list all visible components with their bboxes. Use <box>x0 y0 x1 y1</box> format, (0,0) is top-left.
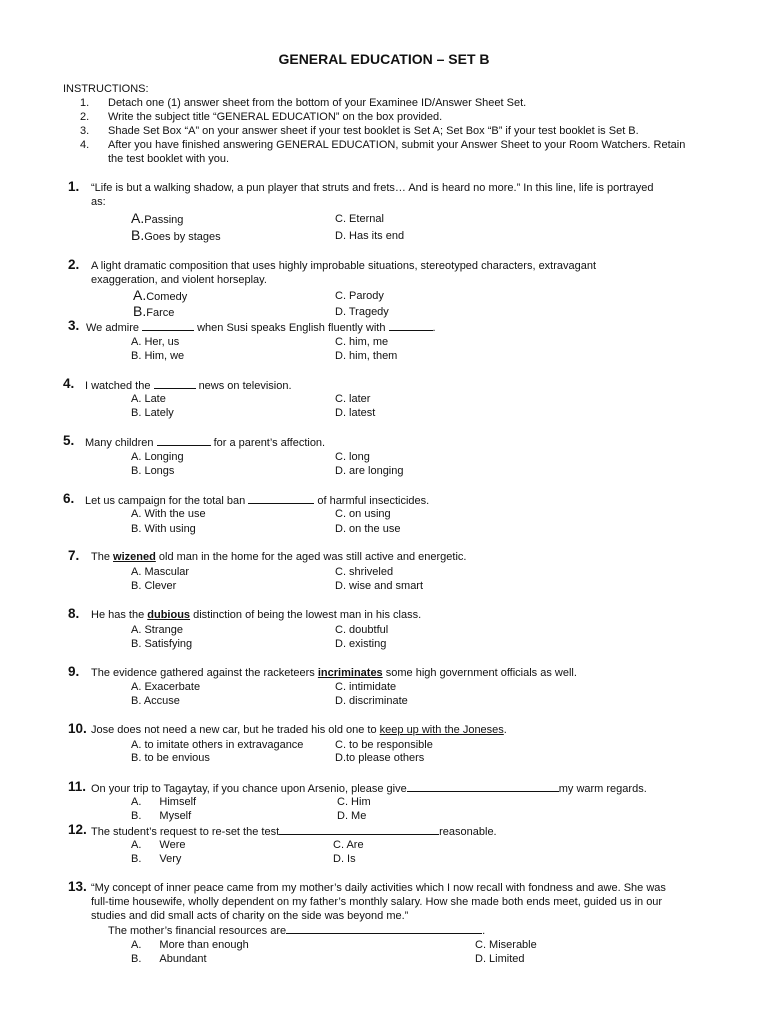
option-c: C. him, me <box>335 336 389 348</box>
option-d: D. existing <box>335 638 387 650</box>
option-a: A. Exacerbate <box>131 681 201 693</box>
question-stem: A light dramatic composition that uses highly improbable situations, stereotyped characters, extravagant <box>91 260 597 272</box>
option-a: A. Mascular <box>131 566 190 578</box>
question-stem: We admire when Susi speaks English fluently with . <box>86 322 436 334</box>
question-stem: Many children for a parent’s affection. <box>85 437 326 449</box>
option-c: C. to be responsible <box>335 739 433 751</box>
option-c: C. intimidate <box>335 681 397 693</box>
option-b: B. Very <box>131 853 182 865</box>
key-phrase: keep up with the Joneses <box>379 724 504 736</box>
instruction-item: 1. Detach one (1) answer sheet from the bottom of your Examinee ID/Answer Sheet Set. <box>80 97 527 109</box>
option-d: D. him, them <box>335 350 398 362</box>
option-a: A. Longing <box>131 451 184 463</box>
question-stem: I watched the news on television. <box>85 380 292 392</box>
question-stem-continued: exaggeration, and violent horseplay. <box>91 274 267 286</box>
question-number: 1. <box>68 179 80 194</box>
instruction-item: 2. Write the subject title “GENERAL EDUCATION” on the box provided. <box>80 111 443 123</box>
question-stem: The evidence gathered against the racketeers incriminates some high government officials as well. <box>91 667 577 679</box>
question-stem: Let us campaign for the total ban of harmful insecticides. <box>85 495 430 507</box>
instruction-item-continued: the test booklet with you. <box>108 153 230 165</box>
option-a: A. With the use <box>131 508 206 520</box>
option-a: A. Strange <box>131 624 183 636</box>
question-stem-continued: studies and did small acts of charity on the side was beyond me.” <box>91 910 409 922</box>
option-b: B.Goes by stages <box>131 227 221 243</box>
option-b: B. Myself <box>131 810 192 822</box>
option-c: C. shriveled <box>335 566 394 578</box>
question-number: 6. <box>63 491 75 506</box>
option-a: A. Late <box>131 393 166 405</box>
option-d: D.to please others <box>335 752 425 764</box>
option-b: B. Longs <box>131 465 175 477</box>
option-a: A. Her, us <box>131 336 180 348</box>
question-number: 11. <box>68 779 87 794</box>
question-number: 3. <box>68 318 80 333</box>
question-number: 12. <box>68 822 87 837</box>
option-d: D. Is <box>333 853 356 865</box>
option-a: A. Were <box>131 839 186 851</box>
option-d: D. Has its end <box>335 230 405 242</box>
page-title: GENERAL EDUCATION – SET B <box>278 51 490 67</box>
option-c: C. doubtful <box>335 624 389 636</box>
question-stem-continued: full-time housewife, wholly dependent on my father’s monthly salary. How she made both ends meet, guided us in our <box>91 896 663 908</box>
option-a: A. Himself <box>131 796 197 808</box>
question-stem: Jose does not need a new car, but he traded his old one to keep up with the Joneses. <box>91 724 507 736</box>
key-word: dubious <box>147 609 191 621</box>
question-number: 10. <box>68 721 87 736</box>
option-c: C. Parody <box>335 290 384 302</box>
option-b: B. Clever <box>131 580 177 592</box>
option-c: C. long <box>335 451 370 463</box>
option-b: B. Accuse <box>131 695 180 707</box>
option-b: B. to be envious <box>131 752 210 764</box>
question-number: 9. <box>68 664 80 679</box>
option-b: B. Abundant <box>131 953 207 965</box>
option-c: C. Are <box>333 839 364 851</box>
key-word: incriminates <box>317 667 383 679</box>
question-stem: The wizened old man in the home for the aged was still active and energetic. <box>91 551 467 563</box>
option-c: C. on using <box>335 508 391 520</box>
question-stem-continued: as: <box>91 196 106 208</box>
option-b: B. With using <box>131 523 196 535</box>
question-stem: “Life is but a walking shadow, a pun player that struts and frets… And is heard no more.” In this line, life is portrayed <box>91 182 654 194</box>
option-c: C. Him <box>337 796 371 808</box>
option-b: B. Him, we <box>131 350 185 362</box>
option-d: D. Limited <box>475 953 525 965</box>
instructions-heading: INSTRUCTIONS: <box>63 83 149 95</box>
option-b: B. Lately <box>131 407 174 419</box>
option-d: D. latest <box>335 407 376 419</box>
key-word: wizened <box>113 551 156 563</box>
question-stem: The student’s request to re-set the test reasonable. <box>91 826 497 838</box>
option-d: D. are longing <box>335 465 404 477</box>
instruction-item: 4. After you have finished answering GENERAL EDUCATION, submit your Answer Sheet to your Room Watchers. Retain <box>80 139 686 151</box>
question-prompt: The mother’s financial resources are . <box>108 925 486 937</box>
question-number: 4. <box>63 376 75 391</box>
option-b: B.Farce <box>133 303 175 319</box>
option-d: D. Tragedy <box>335 306 389 318</box>
question-stem: On your trip to Tagaytay, if you chance upon Arsenio, please give my warm regards. <box>91 783 647 795</box>
option-c: C. Eternal <box>335 213 384 225</box>
question-number: 13. <box>68 879 87 894</box>
option-d: D. discriminate <box>335 695 408 707</box>
option-d: D. Me <box>337 810 367 822</box>
question-number: 2. <box>68 257 80 272</box>
option-a: A. to imitate others in extravagance <box>131 739 304 751</box>
option-d: D. wise and smart <box>335 580 424 592</box>
option-a: A.Passing <box>131 210 184 226</box>
question-number: 5. <box>63 433 75 448</box>
option-d: D. on the use <box>335 523 401 535</box>
option-c: C. later <box>335 393 371 405</box>
option-a: A. More than enough <box>131 939 249 951</box>
instruction-item: 3. Shade Set Box “A” on your answer sheet if your test booklet is Set A; Set Box “B” if your test booklet is Set B. <box>80 125 639 137</box>
question-number: 8. <box>68 606 80 621</box>
question-number: 7. <box>68 548 80 563</box>
question-stem: He has the dubious distinction of being the lowest man in his class. <box>91 609 422 621</box>
option-a: A.Comedy <box>133 287 188 303</box>
option-b: B. Satisfying <box>131 638 193 650</box>
question-stem: “My concept of inner peace came from my mother’s daily activities which I now recall with fondness and awe. She was <box>91 882 666 894</box>
option-c: C. Miserable <box>475 939 537 951</box>
